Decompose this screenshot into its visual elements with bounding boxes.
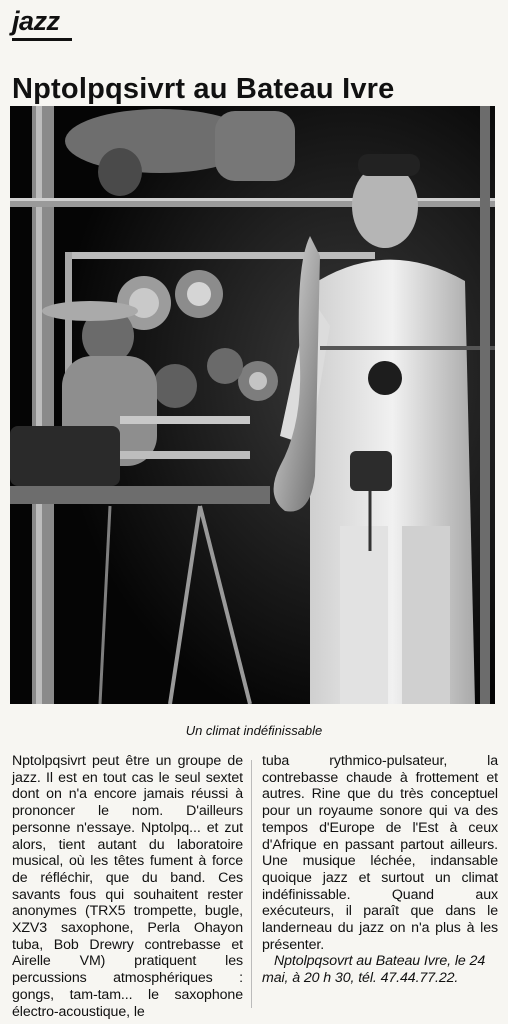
article-photo [10, 106, 495, 704]
body-paragraph: Nptolpqsivrt peut être un groupe de jazz. Il est en tout cas le seul sextet dont on n'a encore jamais réussi à prononcer le nom. D'ailleurs personne n'essaye. Nptolpq... et zut alors, tient autant du laboratoire musical, où les têtes fument à force de réfléchir, que du band. Ces savants fous qui souhaitent rester anonymes (TRX5 trompette, bugle, XZV3 saxophone, Perla Ohayon tuba, Bob Drewry contrebasse et Airelle VM) pratiquent les percussions atmosphériques : gongs, tam-tam... le saxophone électro-acoustique, le [12, 753, 243, 1020]
column-divider [251, 760, 252, 1008]
article-column-right [262, 753, 498, 987]
photo-caption: Un climat indéfinissable [185, 723, 323, 738]
body-paragraph: tuba rythmico-pulsateur, la contrebasse chaude à frottement et autres. Rine que du très conceptuel pour un royaume sonore qui va des tempos d'Europe de l'Est à ceux d'Afrique en passant partout ailleurs. Une musique léchée, indansable quoique jazz et surtout un climat indéfinissable. Quand aux exécuteurs, il paraît que dans le landerneau du jazz on n'a plus à les présenter. [262, 753, 498, 953]
photo-illustration [10, 106, 495, 704]
rubric-underline [12, 38, 72, 41]
rubric-label: jazz [12, 6, 60, 36]
article-column-left [12, 753, 243, 1020]
headline: Nptolpqsivrt au Bateau Ivre [12, 73, 395, 106]
scaffold-pole [32, 106, 54, 704]
practical-info: Nptolpqsovrt au Bateau Ivre, le 24 mai, à 20 h 30, tél. 47.44.77.22. [262, 953, 486, 987]
